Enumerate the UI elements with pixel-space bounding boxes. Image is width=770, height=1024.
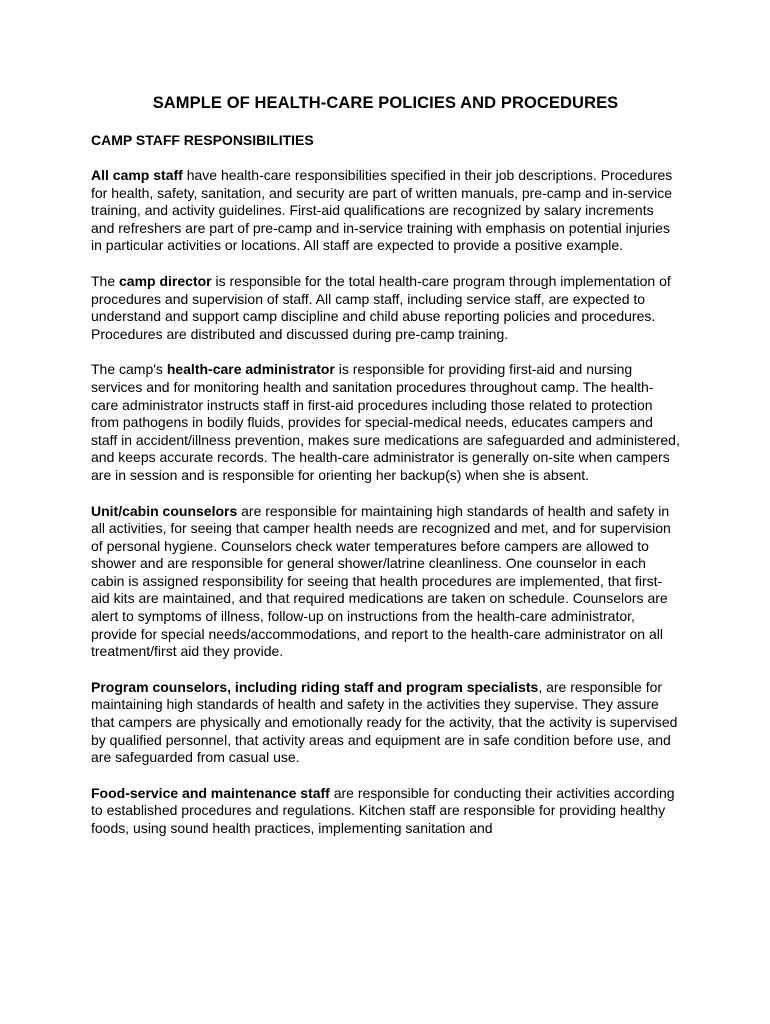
paragraph-body: , are responsible for maintaining high standards of health and safety in the activities they supervise. They assure that campers are physically and emotionally ready for the activity, that the activity is supervised by qualified personnel, that activity areas and equipment are in safe condition before use, and are safeguarded from casual use. [91,678,678,766]
paragraph-body: is responsible for providing first-aid and nursing services and for monitoring health and sanitation procedures throughout camp. The health-care administrator instructs staff in first-aid procedures including those related to protection from pathogens in bodily fluids, provides for special-medical needs, educates campers and staff in accident/illness prevention, makes sure medications are safeguarded and administered, and keeps accurate records. The health-care administrator is generally on-site when campers are in session and is responsible for orienting her backup(s) when she is absent. [91,361,680,483]
paragraph-body: have health-care responsibilities specified in their job descriptions. Procedures for health, safety, sanitation, and security are part of written manuals, pre-camp and in-service training, and activity guidelines. First-aid qualifications are recognized by salary increments and refreshers are part of pre-camp and in-service training with emphasis on potential injuries in particular activities or locations. All staff are expected to provide a positive example. [91,167,673,254]
paragraph-term: Unit/cabin counselors [91,502,238,519]
paragraph-health-care-administrator [91,361,680,484]
paragraph-lead: The camp's [91,361,167,378]
paragraph-program-counselors [91,679,680,767]
paragraph-body: are responsible for conducting their activities according to established procedures and regulations. Kitchen staff are responsible for providing healthy foods, using sound health practices, implementing sanitation and [91,784,675,836]
paragraph-term: Food-service and maintenance staff [91,784,330,801]
paragraph-all-camp-staff [91,167,680,255]
paragraph-body: is responsible for the total health-care program through implementation of procedures and supervision of staff. All camp staff, including service staff, are expected to understand and support camp discipline and child abuse reporting policies and procedures. Procedures are distributed and discussed during pre-camp training. [91,272,671,342]
page-title: SAMPLE OF HEALTH-CARE POLICIES AND PROCEDURES [152,94,619,112]
paragraph-term: Program counselors, including riding staff and program specialists [91,678,539,695]
paragraph-lead: The [91,272,120,289]
paragraph-unit-cabin-counselors [91,503,680,661]
paragraph-body: are responsible for maintaining high standards of health and safety in all activities, for seeing that camper health needs are recognized and met, and for supervision of personal hygiene. Counselors check water temperatures before campers are allowed to shower and are responsible for general shower/latrine cleanliness. One counselor in each cabin is assigned responsibility for seeing that health procedures are implemented, that first-aid kits are maintained, and that required medications are taken on schedule. Counselors are alert to symptoms of illness, follow-up on instructions from the health-care administrator, provide for special needs/accommodations, and report to the health-care administrator on all treatment/first aid they provide. [91,502,671,660]
paragraph-term: health-care administrator [166,361,335,378]
paragraph-term: All camp staff [91,167,183,183]
section-heading: CAMP STAFF RESPONSIBILITIES [91,132,314,148]
paragraph-term: camp director [119,272,212,289]
paragraph-food-service-maintenance [91,785,680,838]
paragraph-camp-director [91,273,680,343]
